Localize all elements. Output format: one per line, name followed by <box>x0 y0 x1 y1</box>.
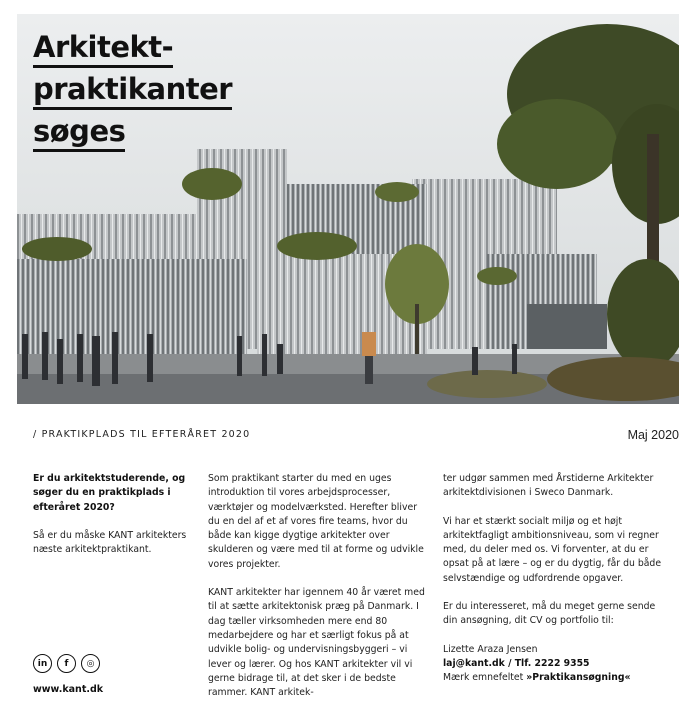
meta-row <box>33 428 679 444</box>
paragraph-apply: Er du interesseret, må du meget gerne sende din ansøgning, dit CV og portfolio til: <box>443 601 656 627</box>
headline-line-2: praktikanter <box>33 74 232 110</box>
subject-keyword: »Praktikansøgning« <box>526 672 631 684</box>
paragraph-intro: Som praktikant starter du med en uges introduktion til vores arbejdsprocesser, værktøjer og modelværksted. Herefter bliver du en del af et af vores fire teams, hvor du både kan kigge dygtige arkitekter over skulderen og være med til at forme og udvikle vores projekter. <box>208 473 424 570</box>
lead-answer: Så er du måske KANT arkitekters næste arkitektpraktikant. <box>33 529 187 556</box>
column-2 <box>208 472 428 714</box>
headline-line-1: Arkitekt- <box>33 32 173 68</box>
facebook-icon[interactable]: f <box>57 654 76 673</box>
linkedin-icon[interactable]: in <box>33 654 52 673</box>
contact-name: Lizette Araza Jensen <box>443 643 538 655</box>
website-link[interactable]: www.kant.dk <box>33 684 104 695</box>
column-1 <box>33 472 193 571</box>
lead-question: Er du arkitektstuderende, og søger du en praktikplads i efteråret 2020? <box>33 473 186 513</box>
headline-line-3: søges <box>33 116 125 152</box>
paragraph-company: KANT arkitekter har igennem 40 år været med til at sætte arkitektonisk præg på Danmark. I dag tæller virksomheden mere end 80 medarbejdere og har et særligt fokus på at udvikle bolig- og undervisningsbyggeri – vi lever og lærer. Og hos KANT arkitekter vil vi gerne bidrage til, at det sker i de bedste rammer. KANT arkitek- <box>208 587 425 699</box>
paragraph-environment: Vi har et stærkt socialt miljø og et højt arkitektfagligt ambitionsniveau, som vi regner med, du deler med os. Vi forventer, at du er opsat på at lære – og er du dygtig, får du både selvstændige og udfordrende opgaver. <box>443 515 662 584</box>
social-links <box>33 654 100 673</box>
subject-instruction <box>443 671 665 685</box>
column-3 <box>443 472 665 686</box>
contact-email-phone[interactable]: laj@kant.dk / Tlf. 2222 9355 <box>443 657 590 669</box>
date-label: Maj 2020 <box>627 428 679 442</box>
paragraph-sweco: ter udgør sammen med Årstiderne Arkitekter arkitektdivisionen i Sweco Danmark. <box>443 473 654 499</box>
headline <box>33 32 248 158</box>
category-label: / PRAKTIKPLADS TIL EFTERÅRET 2020 <box>33 429 251 440</box>
subject-line: Mærk emnefeltet »Praktikansøgning« <box>443 672 631 684</box>
instagram-icon[interactable]: ◎ <box>81 654 100 673</box>
